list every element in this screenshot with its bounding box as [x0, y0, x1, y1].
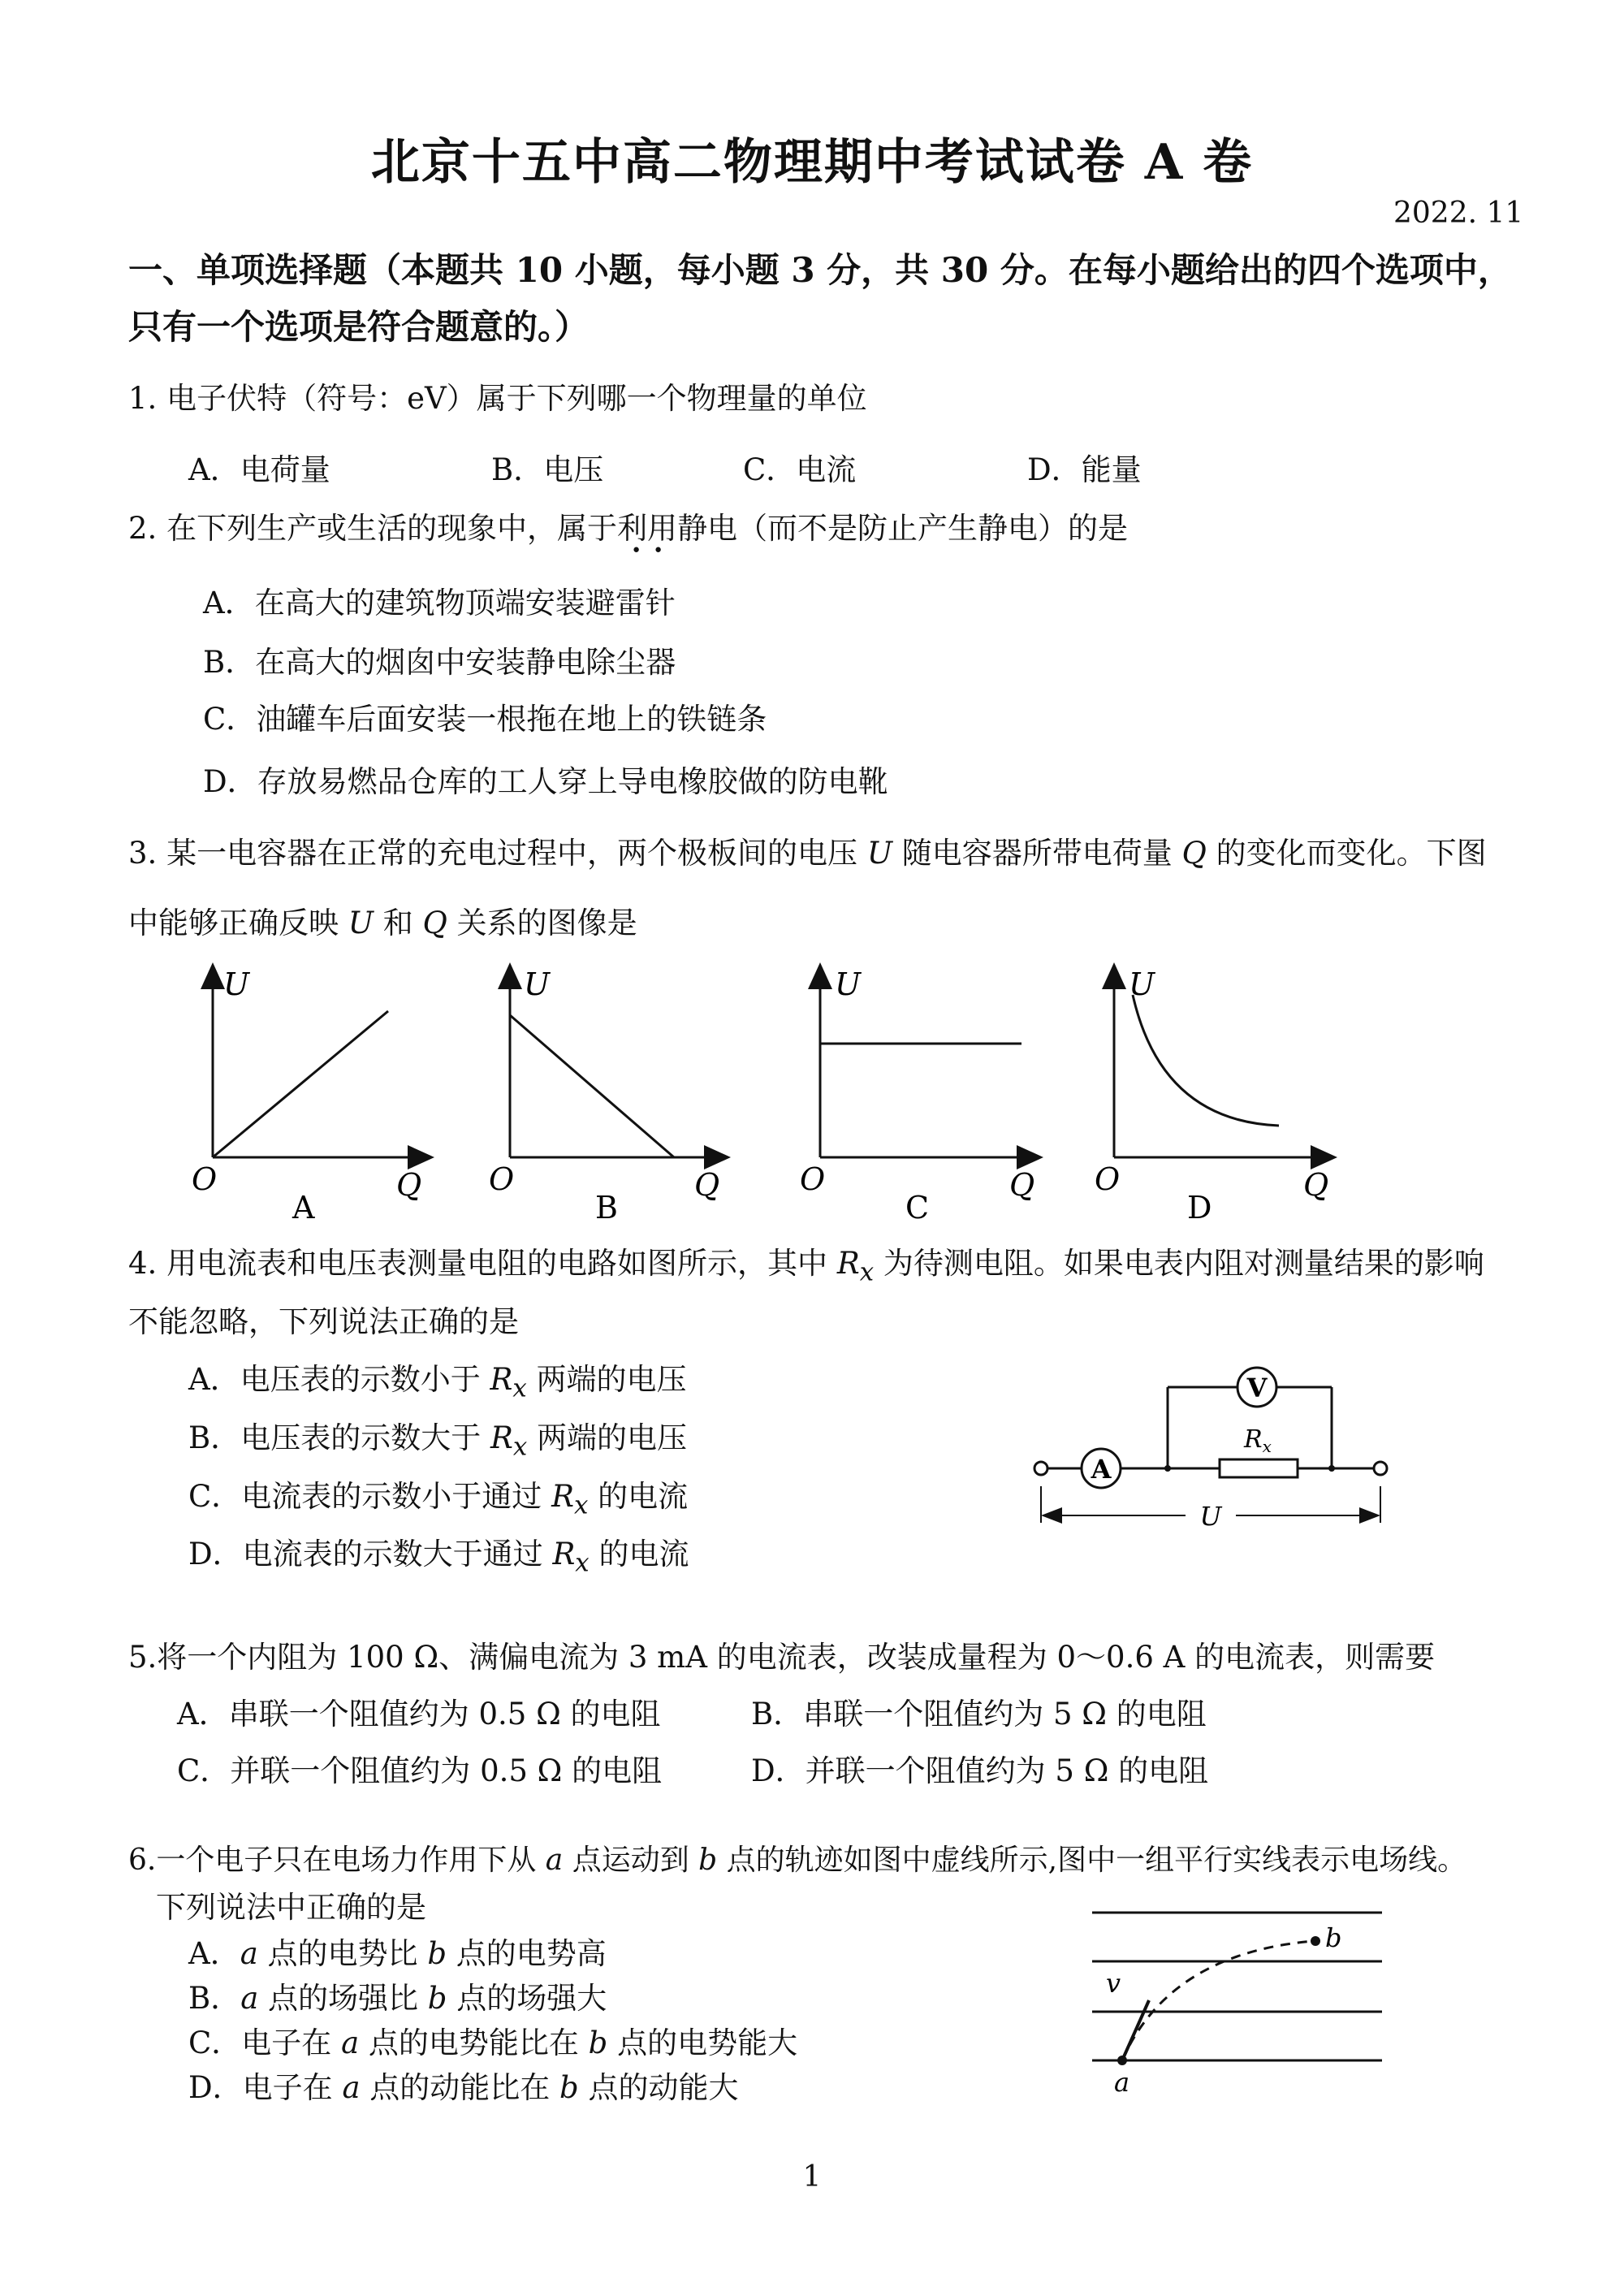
q6-stem-line1: 6.一个电子只在电场力作用下从 a 点运动到 b 点的轨迹如图中虚线所示,图中一组平行实线表示电场线。 [128, 1844, 1467, 1877]
q5-option-c: C．并联一个阻值约为 0.5 Ω 的电阻 [177, 1753, 663, 1788]
q1-option-d: D．能量 [1027, 452, 1142, 487]
section-heading-line2: 只有一个选项是符合题意的。） [128, 307, 590, 347]
resistor-label: $R_x$ [1244, 1425, 1272, 1456]
graph-a [192, 966, 422, 1226]
graph-b-xlabel: Q [694, 1167, 720, 1203]
q6-stem-line2: 下列说法中正确的是 [156, 1890, 426, 1925]
graph-b [489, 966, 719, 1226]
graph-b-label: B [595, 1190, 618, 1226]
q2-option-d: D．存放易燃品仓库的工人穿上导电橡胶做的防电靴 [203, 764, 888, 799]
graph-c-xlabel: Q [1009, 1167, 1035, 1203]
graph-c-origin: O [800, 1161, 826, 1197]
q5-option-d: D．并联一个阻值约为 5 Ω 的电阻 [751, 1753, 1209, 1788]
velocity-vector [1122, 2000, 1149, 2060]
q2-option-b: B．在高大的烟囱中安装静电除尘器 [203, 645, 676, 680]
graph-c [800, 966, 1034, 1226]
graph-d-origin: O [1095, 1161, 1121, 1197]
graph-b-origin: O [489, 1161, 515, 1197]
graph-d-label: D [1187, 1190, 1212, 1226]
resistor-rx [1220, 1459, 1298, 1477]
graph-d-curve [1133, 995, 1279, 1126]
graph-a-label: A [292, 1190, 315, 1226]
q4-stem-line2: 不能忽略，下列说法正确的是 [128, 1304, 519, 1339]
q4-option-b: B．电压表的示数大于 $R_x$ 两端的电压 [188, 1420, 687, 1462]
ammeter-label: A [1091, 1454, 1112, 1485]
q4-stem-line1: 4. 用电流表和电压表测量电阻的电路如图所示，其中 $R_x$ 为待测电阻。如果电表内阻对测量结果的影响 [128, 1246, 1484, 1287]
q1-option-c: C．电流 [743, 452, 857, 487]
graph-a-origin: O [192, 1161, 218, 1197]
q3-stem-line1: 3. 某一电容器在正常的充电过程中，两个极板间的电压 U 随电容器所带电荷量 Q 的变化而变化。下图 [128, 836, 1487, 871]
q6-field-figure [1080, 1896, 1421, 2099]
voltage-label: U [1199, 1501, 1222, 1532]
point-a [1117, 2056, 1127, 2065]
graph-a-line [213, 1011, 388, 1157]
graph-b-line [510, 1015, 674, 1157]
q2-option-c: C．油罐车后面安装一根拖在地上的铁链条 [203, 702, 767, 737]
exam-title: 北京十五中高二物理期中考试试卷 A 卷 [370, 134, 1254, 191]
q3-graphs [0, 958, 1624, 1234]
exam-date: 2022. 11 [1393, 197, 1524, 230]
q4-option-d: D．电流表的示数大于通过 $R_x$ 的电流 [188, 1537, 689, 1578]
q6-option-a: A．a 点的电势比 b 点的电势高 [188, 1936, 607, 1971]
q4-circuit [1023, 1348, 1397, 1551]
point-b-label: b [1325, 1922, 1342, 1953]
q6-option-c: C．电子在 a 点的电势能比在 b 点的电势能大 [188, 2025, 798, 2060]
q4-option-a: A．电压表的示数小于 $R_x$ 两端的电压 [188, 1362, 687, 1403]
left-terminal [1034, 1462, 1047, 1475]
graph-d-ylabel: U [1129, 966, 1155, 1002]
q1-option-b: B．电压 [491, 452, 604, 487]
graph-a-xlabel: Q [396, 1167, 422, 1203]
point-a-label: a [1114, 2067, 1130, 2098]
graph-a-ylabel: U [223, 966, 250, 1002]
voltmeter-label: V [1246, 1373, 1268, 1403]
q3-stem-line2: 中能够正确反映 U 和 Q 关系的图像是 [128, 906, 637, 940]
right-terminal [1374, 1462, 1387, 1475]
page-number: 1 [802, 2160, 822, 2194]
emphasis-dots: • • [631, 541, 664, 561]
q2-stem [128, 504, 1129, 561]
q1-option-a: A．电荷量 [188, 452, 330, 487]
q6-option-d: D．电子在 a 点的动能比在 b 点的动能大 [188, 2070, 739, 2105]
velocity-label: v [1106, 1968, 1121, 1999]
q6-option-b: B．a 点的场强比 b 点的场强大 [188, 1981, 607, 2016]
q2-stem-pre: 2. 在下列生产或生活的现象中，属于 [128, 511, 618, 546]
q5-stem: 5.将一个内阻为 100 Ω、满偏电流为 3 mA 的电流表，改装成量程为 0～0.6 A 的电流表，则需要 [128, 1640, 1436, 1675]
q4-option-c: C．电流表的示数小于通过 $R_x$ 的电流 [188, 1479, 689, 1520]
graph-d-xlabel: Q [1303, 1167, 1329, 1203]
point-b [1311, 1936, 1320, 1946]
graph-c-ylabel: U [835, 966, 862, 1002]
q2-emphasis: 利用 • • [617, 511, 678, 561]
trajectory-path [1122, 1941, 1314, 2060]
q1-stem: 1. 电子伏特（符号：eV）属于下列哪一个物理量的单位 [128, 381, 867, 416]
q2-stem-post: 静电（而不是防止产生静电）的是 [677, 511, 1129, 546]
graph-c-label: C [905, 1190, 930, 1226]
section-heading-line1: 一、单项选择题（本题共 10 小题，每小题 3 分，共 30 分。在每小题给出的四个选项中， [128, 250, 1512, 290]
q5-option-a: A．串联一个阻值约为 0.5 Ω 的电阻 [177, 1697, 661, 1731]
q2-option-a: A．在高大的建筑物顶端安装避雷针 [203, 586, 676, 620]
q5-option-b: B．串联一个阻值约为 5 Ω 的电阻 [751, 1697, 1207, 1731]
graph-d [1095, 966, 1328, 1226]
graph-b-ylabel: U [524, 966, 551, 1002]
